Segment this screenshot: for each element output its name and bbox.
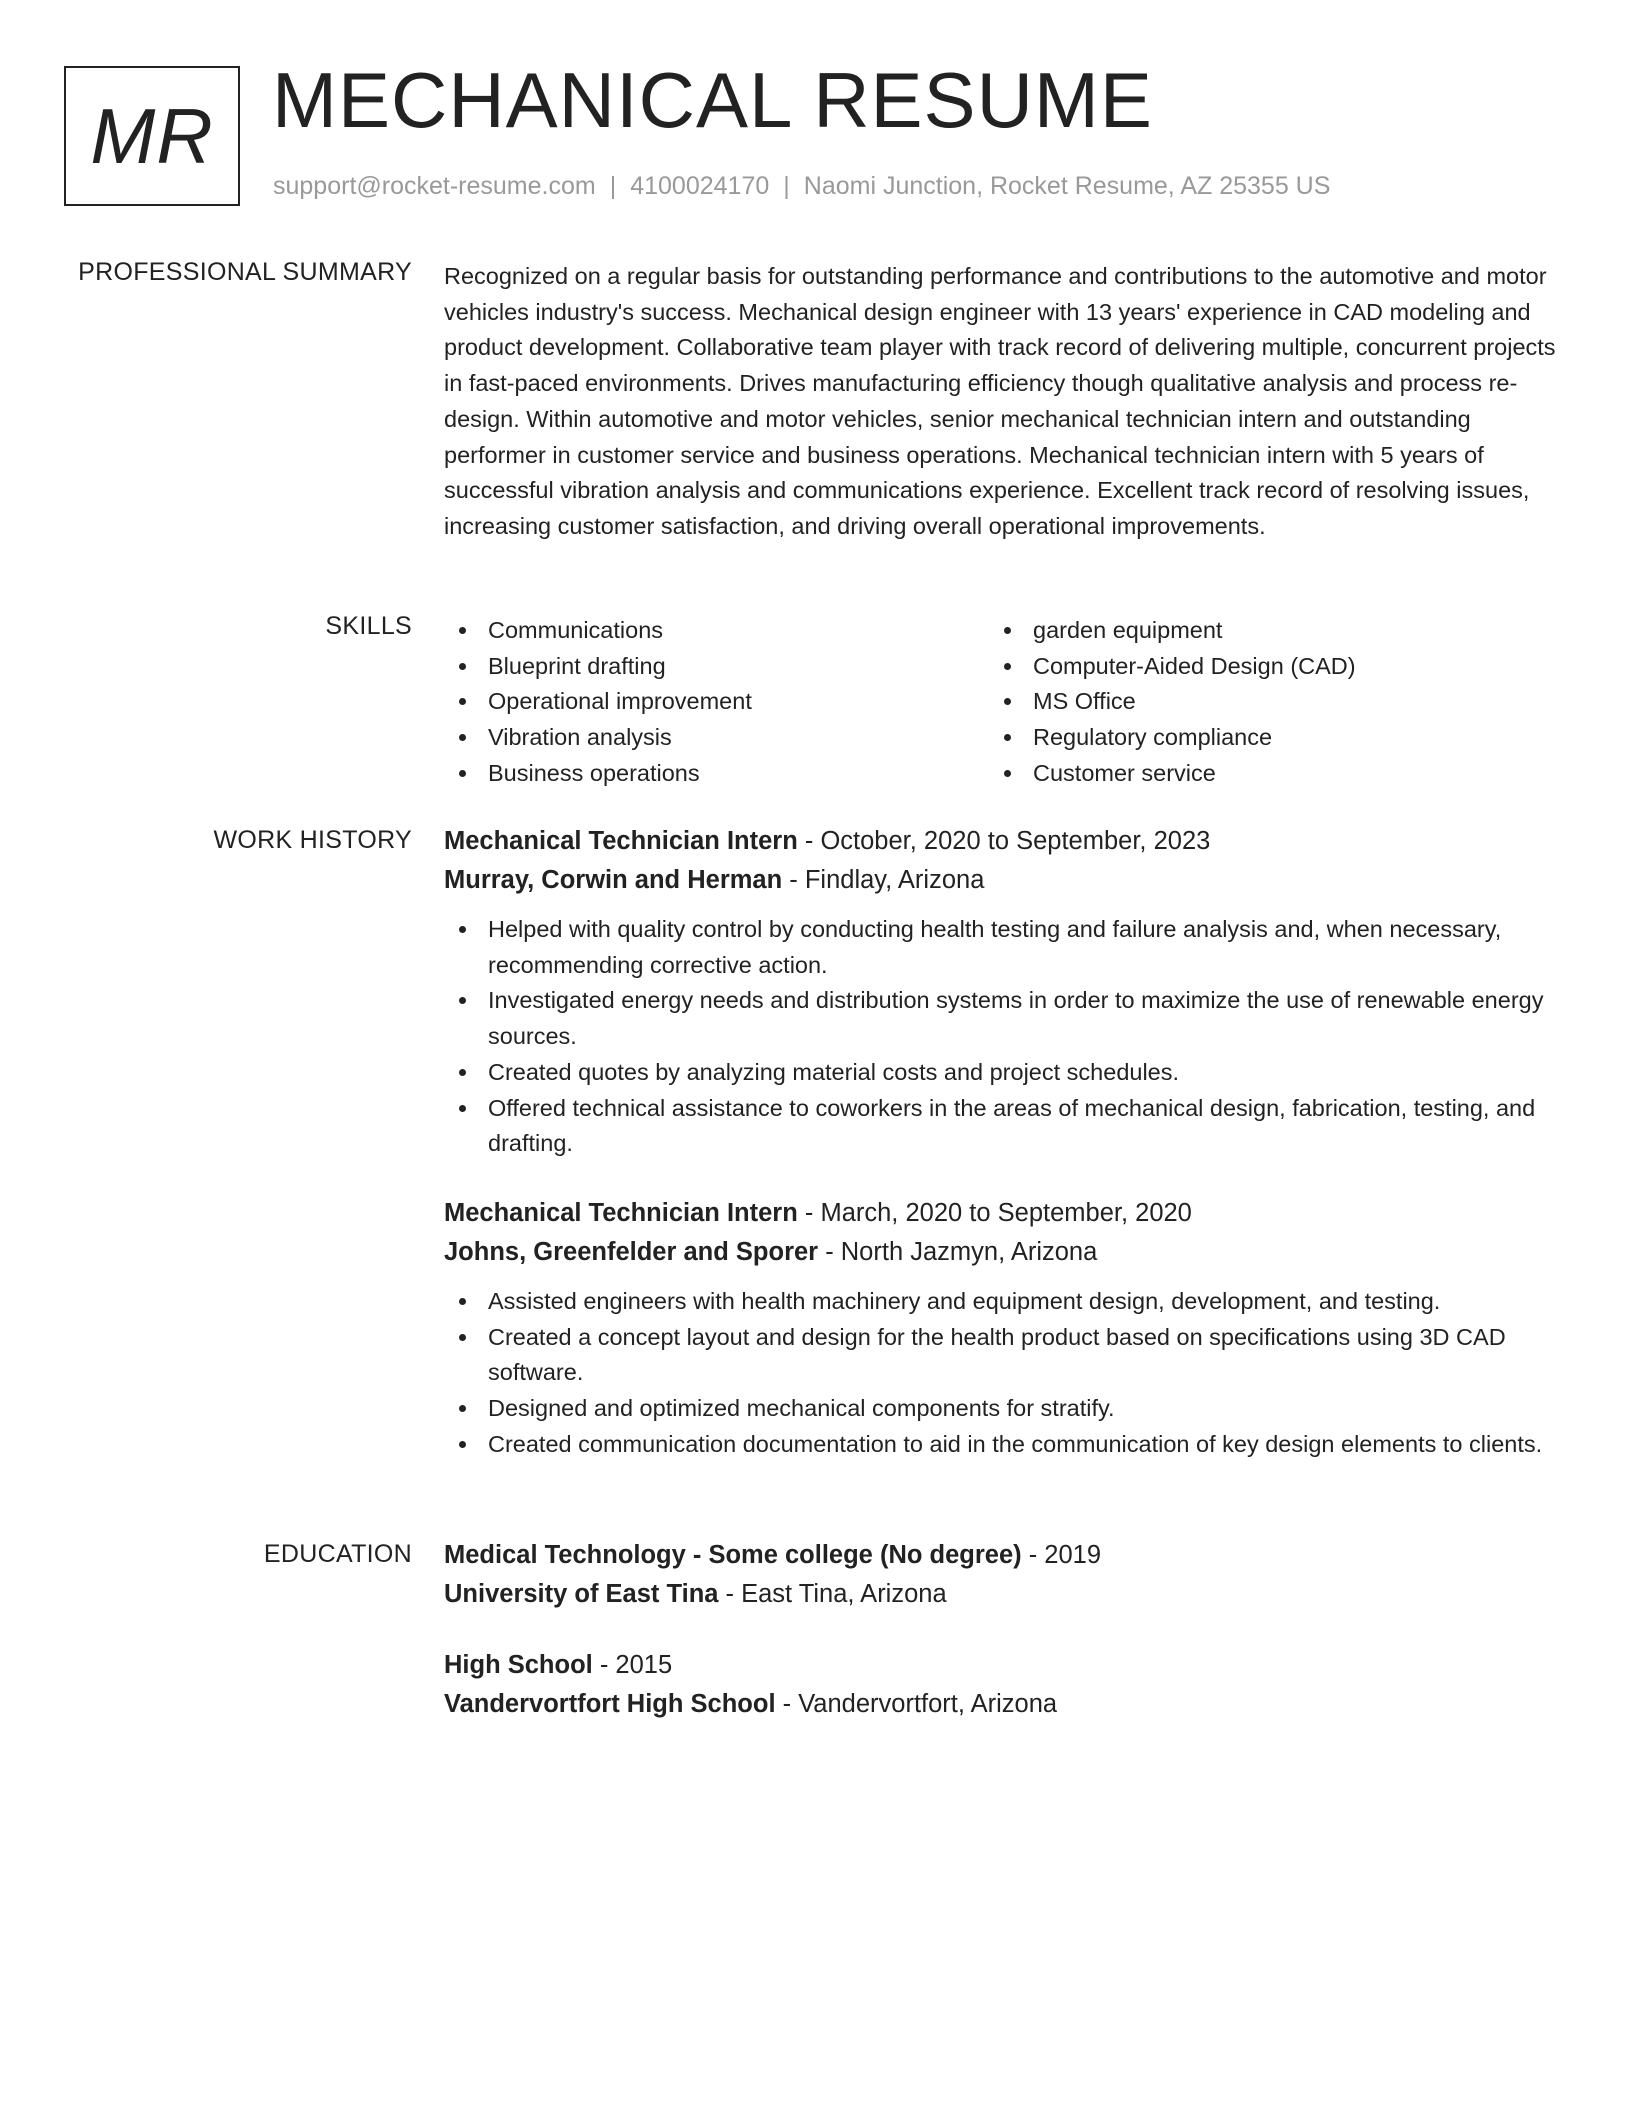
job-duty: Created a concept layout and design for the health product based on specifications using 3D CAD software.	[444, 1320, 1560, 1391]
job-entry	[444, 1194, 1560, 1463]
contact-address: Naomi Junction, Rocket Resume, AZ 25355 US	[803, 172, 1331, 200]
job-duties-list	[444, 1284, 1560, 1463]
skills-body	[444, 613, 1560, 792]
skill-item: Regulatory compliance	[989, 720, 1534, 756]
education-year: - 2019	[1021, 1541, 1102, 1569]
education-school: Vandervortfort High School	[444, 1690, 776, 1718]
job-duty: Created communication documentation to aid in the communication of key design elements to clients.	[444, 1427, 1560, 1463]
skill-item: Communications	[444, 613, 989, 649]
skill-item: Blueprint drafting	[444, 649, 989, 685]
skills-columns	[444, 613, 1560, 792]
job-title: Mechanical Technician Intern	[444, 1198, 798, 1227]
contact-separator: |	[609, 172, 617, 200]
monogram-initials: MR	[90, 91, 214, 180]
contact-line	[273, 172, 1330, 201]
skills-list-left	[444, 613, 989, 792]
skill-item: Business operations	[444, 756, 989, 792]
education-entry	[444, 1536, 1560, 1614]
job-dates: - March, 2020 to September, 2020	[797, 1198, 1192, 1227]
work-history-heading: WORK HISTORY	[213, 826, 412, 854]
job-duty: Investigated energy needs and distribution systems in order to maximize the use of renewable energy sources.	[444, 983, 1560, 1054]
education-location: - Vandervortfort, Arizona	[775, 1690, 1058, 1718]
education-entry	[444, 1646, 1560, 1724]
job-location: - North Jazmyn, Arizona	[818, 1237, 1098, 1266]
skill-item: MS Office	[989, 684, 1534, 720]
job-title-line	[444, 822, 1560, 861]
contact-phone[interactable]: 4100024170	[630, 172, 770, 200]
job-duty: Offered technical assistance to coworkers in the areas of mechanical design, fabrication, testing, and drafting.	[444, 1091, 1560, 1162]
education-school: University of East Tina	[444, 1580, 719, 1608]
job-dates: - October, 2020 to September, 2023	[797, 827, 1211, 855]
education-school-line	[444, 1685, 1560, 1724]
education-school-line	[444, 1575, 1560, 1614]
job-duty: Designed and optimized mechanical components for stratify.	[444, 1391, 1560, 1427]
job-entry	[444, 822, 1560, 1162]
skill-item: Vibration analysis	[444, 720, 989, 756]
job-company-line	[444, 1233, 1560, 1272]
education-degree: Medical Technology - Some college (No degree)	[444, 1541, 1022, 1569]
education-degree-line	[444, 1646, 1560, 1685]
monogram-box	[64, 66, 240, 206]
job-title-line	[444, 1194, 1560, 1233]
job-company: Murray, Corwin and Herman	[444, 866, 783, 894]
education-heading: EDUCATION	[263, 1540, 412, 1568]
job-duty: Assisted engineers with health machinery and equipment design, development, and testing.	[444, 1284, 1560, 1320]
summary-body	[444, 259, 1560, 545]
education-body	[444, 1536, 1560, 1724]
work-history-body	[444, 822, 1560, 1462]
skills-list-right	[989, 613, 1534, 792]
job-duty: Created quotes by analyzing material costs and project schedules.	[444, 1055, 1560, 1091]
skill-item: Computer-Aided Design (CAD)	[989, 649, 1534, 685]
job-duties-list	[444, 912, 1560, 1162]
education-year: - 2015	[592, 1651, 673, 1679]
job-location: - Findlay, Arizona	[782, 866, 985, 894]
summary-text: Recognized on a regular basis for outstanding performance and contributions to the automotive and motor vehicles industry's success. Mechanical design engineer with 13 years' experience in CAD modeling and product development. Collaborative team player with track record of delivering multiple, concurrent projects in fast-paced environments. Drives manufacturing efficiency though qualitative analysis and process re-design. Within automotive and motor vehicles, senior mechanical technician intern and outstanding performer in customer service and business operations. Mechanical technician intern with 5 years of successful vibration analysis and communications experience. Excellent track record of resolving issues, increasing customer satisfaction, and driving overall operational improvements.	[444, 263, 1556, 539]
skill-item: garden equipment	[989, 613, 1534, 649]
education-degree: High School	[444, 1651, 593, 1679]
education-location: - East Tina, Arizona	[718, 1580, 947, 1608]
skill-item: Customer service	[989, 756, 1534, 792]
job-title: Mechanical Technician Intern	[444, 827, 798, 855]
education-degree-line	[444, 1536, 1560, 1575]
resume-name: MECHANICAL RESUME	[272, 56, 1153, 144]
job-duty: Helped with quality control by conducting health testing and failure analysis and, when necessary, recommending corrective action.	[444, 912, 1560, 983]
contact-email[interactable]: support@rocket-resume.com	[273, 172, 596, 200]
skills-heading: SKILLS	[325, 612, 412, 640]
summary-heading: PROFESSIONAL SUMMARY	[78, 258, 412, 286]
contact-separator: |	[783, 172, 790, 200]
job-company: Johns, Greenfelder and Sporer	[444, 1237, 819, 1266]
skill-item: Operational improvement	[444, 684, 989, 720]
job-company-line	[444, 861, 1560, 900]
